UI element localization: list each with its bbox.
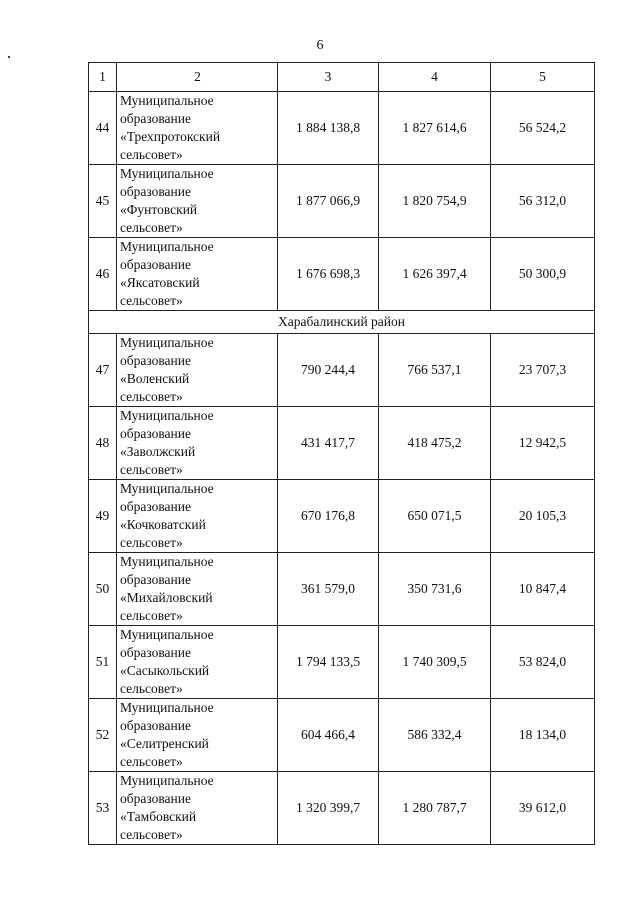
header-col-3: 3 bbox=[278, 63, 379, 92]
value-col-3: 1 794 133,5 bbox=[278, 626, 379, 699]
table-row bbox=[89, 553, 595, 626]
section-title: Харабалинский район bbox=[89, 311, 595, 334]
name-line: сельсовет» bbox=[120, 389, 183, 404]
name-line: сельсовет» bbox=[120, 535, 183, 550]
value-col-3: 431 417,7 bbox=[278, 407, 379, 480]
value-col-5: 56 312,0 bbox=[491, 165, 595, 238]
value-col-3: 604 466,4 bbox=[278, 699, 379, 772]
value-col-3: 1 877 066,9 bbox=[278, 165, 379, 238]
value-col-5: 12 942,5 bbox=[491, 407, 595, 480]
municipality-name bbox=[117, 165, 278, 238]
page-number: 6 bbox=[316, 38, 324, 53]
row-number: 52 bbox=[89, 699, 117, 772]
value-col-3: 670 176,8 bbox=[278, 480, 379, 553]
value-col-5: 10 847,4 bbox=[491, 553, 595, 626]
name-line: сельсовет» bbox=[120, 147, 183, 162]
scan-mark bbox=[8, 56, 10, 58]
name-line: образование bbox=[120, 645, 191, 660]
header-col-5: 5 bbox=[491, 63, 595, 92]
name-line: Муниципальное bbox=[120, 554, 214, 569]
table-row bbox=[89, 699, 595, 772]
name-line: сельсовет» bbox=[120, 681, 183, 696]
value-col-5: 39 612,0 bbox=[491, 772, 595, 845]
municipality-name bbox=[117, 772, 278, 845]
value-col-3: 1 884 138,8 bbox=[278, 92, 379, 165]
name-line: Муниципальное bbox=[120, 93, 214, 108]
value-col-5: 18 134,0 bbox=[491, 699, 595, 772]
value-col-4: 1 740 309,5 bbox=[379, 626, 491, 699]
header-col-4: 4 bbox=[379, 63, 491, 92]
value-col-4: 766 537,1 bbox=[379, 334, 491, 407]
value-col-5: 20 105,3 bbox=[491, 480, 595, 553]
value-col-4: 350 731,6 bbox=[379, 553, 491, 626]
name-line: «Фунтовский bbox=[120, 202, 198, 217]
table-row bbox=[89, 480, 595, 553]
header-row bbox=[89, 63, 595, 92]
name-line: образование bbox=[120, 718, 191, 733]
name-line: «Селитренский bbox=[120, 736, 209, 751]
municipality-name bbox=[117, 553, 278, 626]
value-col-3: 361 579,0 bbox=[278, 553, 379, 626]
value-col-4: 1 626 397,4 bbox=[379, 238, 491, 311]
row-number: 50 bbox=[89, 553, 117, 626]
name-line: образование bbox=[120, 353, 191, 368]
row-number: 53 bbox=[89, 772, 117, 845]
table-row bbox=[89, 626, 595, 699]
name-line: сельсовет» bbox=[120, 608, 183, 623]
municipality-name bbox=[117, 407, 278, 480]
value-col-3: 1 676 698,3 bbox=[278, 238, 379, 311]
value-col-5: 56 524,2 bbox=[491, 92, 595, 165]
municipality-name bbox=[117, 238, 278, 311]
header-col-1: 1 bbox=[89, 63, 117, 92]
municipality-name bbox=[117, 699, 278, 772]
municipality-name bbox=[117, 92, 278, 165]
name-line: «Сасыкольский bbox=[120, 663, 210, 678]
table-row bbox=[89, 772, 595, 845]
name-line: «Тамбовский bbox=[120, 809, 197, 824]
name-line: образование bbox=[120, 426, 191, 441]
section-row bbox=[89, 311, 595, 334]
name-line: Муниципальное bbox=[120, 627, 214, 642]
row-number: 44 bbox=[89, 92, 117, 165]
name-line: сельсовет» bbox=[120, 293, 183, 308]
municipality-name bbox=[117, 334, 278, 407]
value-col-4: 650 071,5 bbox=[379, 480, 491, 553]
value-col-4: 1 280 787,7 bbox=[379, 772, 491, 845]
value-col-4: 586 332,4 bbox=[379, 699, 491, 772]
row-number: 49 bbox=[89, 480, 117, 553]
name-line: сельсовет» bbox=[120, 827, 183, 842]
name-line: образование bbox=[120, 572, 191, 587]
value-col-5: 53 824,0 bbox=[491, 626, 595, 699]
table-row bbox=[89, 92, 595, 165]
name-line: образование bbox=[120, 791, 191, 806]
name-line: сельсовет» bbox=[120, 220, 183, 235]
budget-table bbox=[88, 62, 595, 845]
table-row bbox=[89, 238, 595, 311]
table-body bbox=[89, 63, 595, 845]
name-line: сельсовет» bbox=[120, 462, 183, 477]
value-col-4: 1 820 754,9 bbox=[379, 165, 491, 238]
row-number: 48 bbox=[89, 407, 117, 480]
name-line: Муниципальное bbox=[120, 239, 214, 254]
name-line: образование bbox=[120, 184, 191, 199]
name-line: «Михайловский bbox=[120, 590, 213, 605]
name-line: «Трехпротокский bbox=[120, 129, 221, 144]
name-line: образование bbox=[120, 499, 191, 514]
name-line: «Воленский bbox=[120, 371, 190, 386]
municipality-name bbox=[117, 480, 278, 553]
row-number: 47 bbox=[89, 334, 117, 407]
name-line: Муниципальное bbox=[120, 700, 214, 715]
row-number: 46 bbox=[89, 238, 117, 311]
row-number: 51 bbox=[89, 626, 117, 699]
value-col-4: 418 475,2 bbox=[379, 407, 491, 480]
table-row bbox=[89, 334, 595, 407]
name-line: «Кочковатский bbox=[120, 517, 206, 532]
header-col-2: 2 bbox=[117, 63, 278, 92]
name-line: Муниципальное bbox=[120, 481, 214, 496]
table-row bbox=[89, 407, 595, 480]
name-line: Муниципальное bbox=[120, 773, 214, 788]
value-col-5: 50 300,9 bbox=[491, 238, 595, 311]
municipality-name bbox=[117, 626, 278, 699]
name-line: сельсовет» bbox=[120, 754, 183, 769]
value-col-4: 1 827 614,6 bbox=[379, 92, 491, 165]
name-line: Муниципальное bbox=[120, 408, 214, 423]
name-line: Муниципальное bbox=[120, 335, 214, 350]
name-line: образование bbox=[120, 111, 191, 126]
value-col-3: 790 244,4 bbox=[278, 334, 379, 407]
value-col-5: 23 707,3 bbox=[491, 334, 595, 407]
name-line: «Яксатовский bbox=[120, 275, 200, 290]
name-line: «Заволжский bbox=[120, 444, 196, 459]
row-number: 45 bbox=[89, 165, 117, 238]
table-row bbox=[89, 165, 595, 238]
value-col-3: 1 320 399,7 bbox=[278, 772, 379, 845]
name-line: Муниципальное bbox=[120, 166, 214, 181]
name-line: образование bbox=[120, 257, 191, 272]
